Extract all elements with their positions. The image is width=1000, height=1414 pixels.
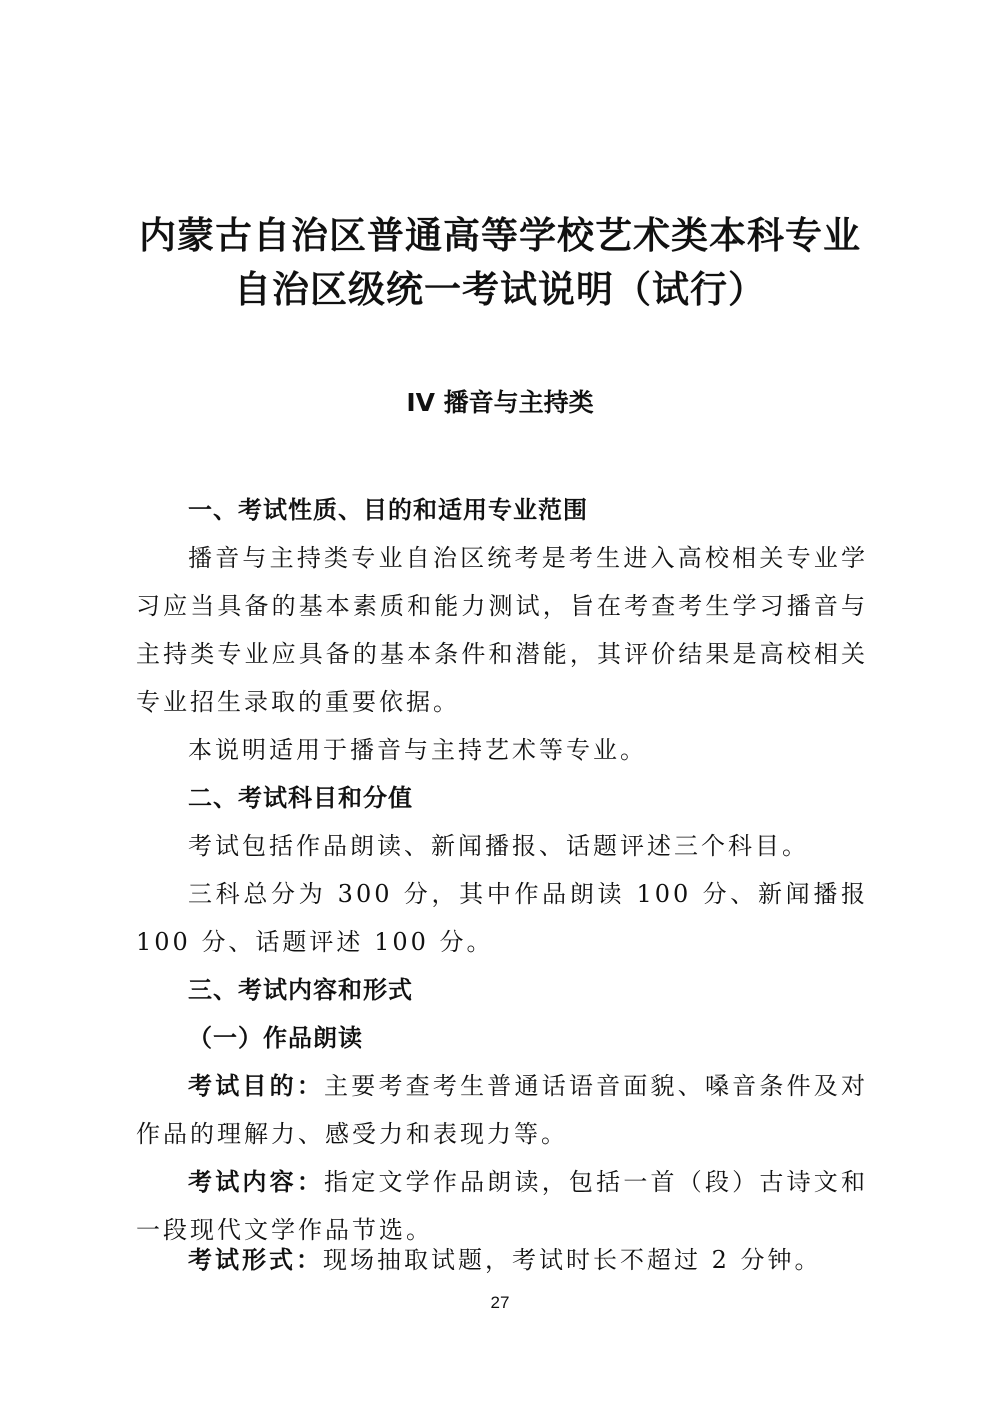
exam-content-label: 考试内容：: [188, 1168, 325, 1196]
exam-form-text: 现场抽取试题，考试时长不超过 2 分钟。: [323, 1246, 822, 1274]
document-title-line-2: 自治区级统一考试说明（试行）: [234, 268, 766, 311]
subsection-1-heading: （一）作品朗读: [188, 1024, 363, 1052]
section-2-heading: 二、考试科目和分值: [188, 784, 413, 812]
section-1-heading: 一、考试性质、目的和适用专业范围: [188, 496, 588, 524]
exam-purpose-text: 主要考查考生普通话语音面貌、嗓音条件及对作品的理解力、感受力和表现力等。: [136, 1072, 869, 1148]
exam-purpose-paragraph: [136, 1062, 868, 1158]
section-2-paragraph-2: 三科总分为 300 分，其中作品朗读 100 分、新闻播报 100 分、话题评述 100 分。: [136, 880, 868, 956]
section-2-paragraph-1: 考试包括作品朗读、新闻播报、话题评述三个科目。: [188, 832, 809, 860]
page-number: 27: [490, 1293, 510, 1312]
exam-form-paragraph: [136, 1236, 868, 1284]
exam-purpose-label: 考试目的：: [188, 1072, 325, 1100]
exam-content-text: 指定文学作品朗读，包括一首（段）古诗文和一段现代文学作品节选。: [136, 1168, 869, 1244]
section-3-heading: 三、考试内容和形式: [188, 976, 413, 1004]
section-1-paragraph-2: 本说明适用于播音与主持艺术等专业。: [188, 736, 647, 764]
exam-form-label: 考试形式：: [188, 1246, 323, 1274]
part-heading: IV 播音与主持类: [406, 388, 594, 417]
section-1-paragraph-1: 播音与主持类专业自治区统考是考生进入高校相关专业学习应当具备的基本素质和能力测试，旨在考查考生学习播音与主持类专业应具备的基本条件和潜能，其评价结果是高校相关专业招生录取的重要依据。: [136, 544, 868, 716]
document-title-line-1: 内蒙古自治区普通高等学校艺术类本科专业: [139, 214, 861, 257]
